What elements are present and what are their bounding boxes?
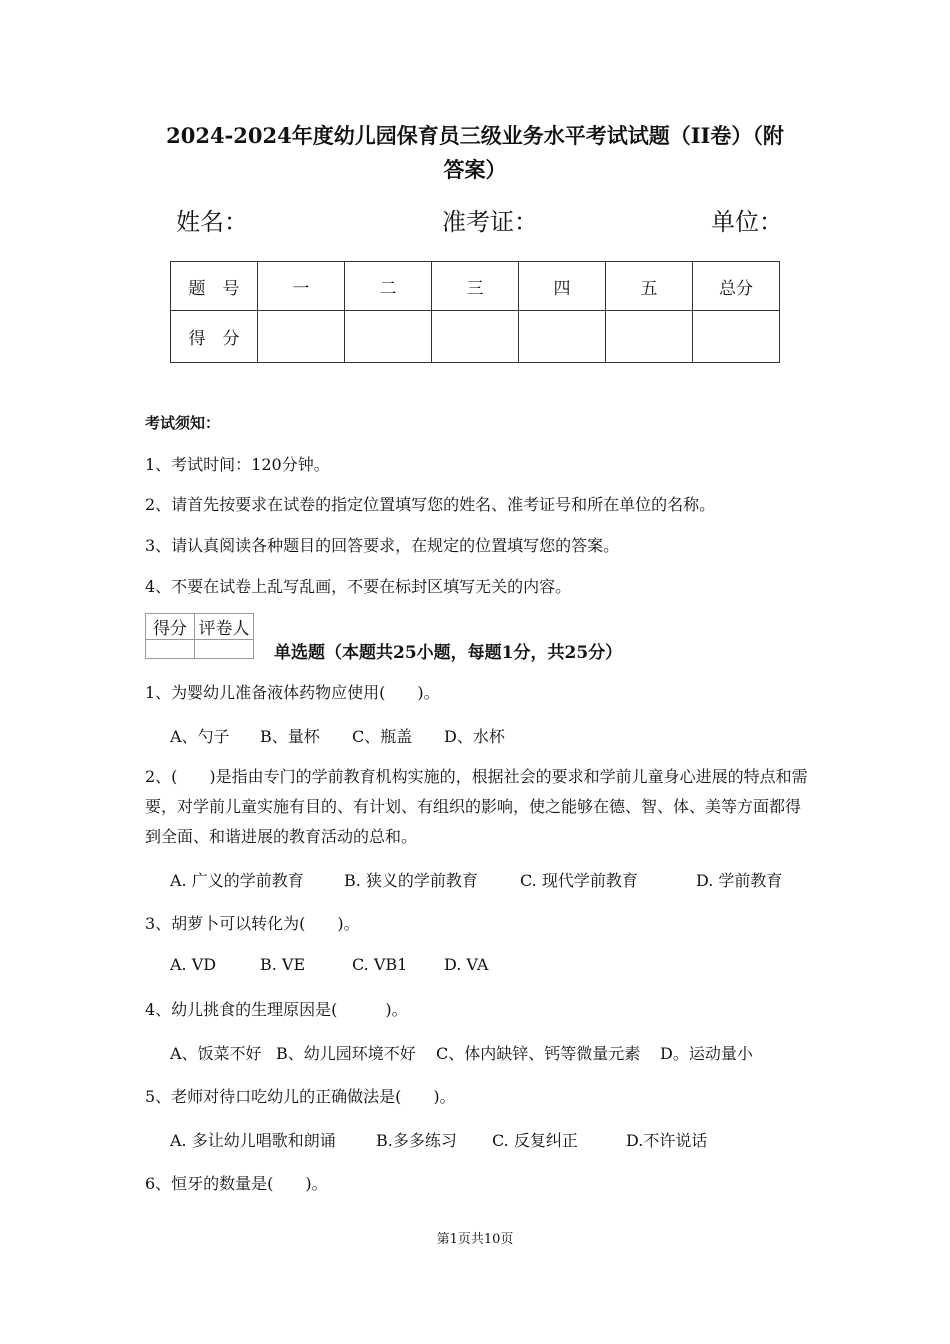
name-label: 姓名： [176, 208, 248, 236]
exam-id-label: 准考证： [442, 208, 538, 236]
option[interactable]: A. VD [170, 955, 217, 974]
score-cell-header: 题 号 [171, 262, 258, 311]
score-table [170, 261, 780, 363]
option[interactable]: A、勺子 [170, 727, 230, 746]
option[interactable]: D. VA [444, 955, 489, 974]
option[interactable]: A、饭菜不好 [170, 1044, 262, 1063]
score-input-cell[interactable] [345, 311, 432, 363]
score-row-label: 得 分 [171, 311, 258, 363]
notice-item: 2、请首先按要求在试卷的指定位置填写您的姓名、准考证号和所在单位的名称。 [145, 495, 716, 514]
option[interactable]: A. 广义的学前教育 [170, 871, 304, 890]
score-cell-header: 五 [606, 262, 693, 311]
option[interactable]: D。运动量小 [660, 1044, 753, 1063]
document-title-line-2: 答案） [443, 157, 507, 182]
option[interactable]: D.不许说话 [626, 1131, 708, 1150]
option[interactable]: D. 学前教育 [696, 871, 783, 890]
option[interactable]: C、体内缺锌、钙等微量元素 [436, 1044, 641, 1063]
notice-item: 4、不要在试卷上乱写乱画，不要在标封区填写无关的内容。 [145, 577, 572, 596]
question-2: 2、( )是指由专门的学前教育机构实施的，根据社会的要求和学前儿童身心进展的特点和需要，对学前儿童实施有目的、有计划、有组织的影响，使之能够在德、智、体、美等方面都得到全面、和谐进展的教育活动的总和。 [145, 767, 808, 846]
score-input-cell[interactable] [258, 311, 345, 363]
score-table-header-row [171, 262, 780, 311]
grader-score-cell[interactable] [146, 640, 195, 659]
score-cell-header: 二 [345, 262, 432, 311]
score-cell-header: 一 [258, 262, 345, 311]
grader-name-header: 评卷人 [195, 614, 254, 640]
option[interactable]: C. 现代学前教育 [520, 871, 638, 890]
option[interactable]: C. VB1 [352, 955, 408, 974]
grader-name-cell[interactable] [195, 640, 254, 659]
question-1-options [170, 724, 505, 747]
unit-label: 单位： [711, 208, 783, 236]
question-6: 6、恒牙的数量是( )。 [145, 1174, 328, 1193]
option[interactable]: B.多多练习 [376, 1131, 457, 1150]
notice-heading: 考试须知： [145, 414, 221, 432]
score-input-cell[interactable] [432, 311, 519, 363]
question-5-options [170, 1128, 707, 1151]
notice-item: 1、考试时间：120分钟。 [145, 455, 330, 474]
option[interactable]: C、瓶盖 [352, 727, 413, 746]
question-2-options [170, 868, 782, 891]
notice-item: 3、请认真阅读各种题目的回答要求，在规定的位置填写您的答案。 [145, 536, 620, 555]
page-footer: 第1页共10页 [436, 1232, 514, 1247]
score-input-cell[interactable] [519, 311, 606, 363]
score-input-cell[interactable] [606, 311, 693, 363]
score-table-score-row [171, 311, 780, 363]
grader-score-header: 得分 [146, 614, 195, 640]
question-3-options [170, 955, 488, 974]
score-cell-header: 总分 [693, 262, 780, 311]
question-4-options [170, 1041, 753, 1064]
section-title: 单选题（本题共25小题，每题1分，共25分） [274, 643, 623, 663]
score-input-cell[interactable] [693, 311, 780, 363]
option[interactable]: B. VE [260, 955, 306, 974]
option[interactable]: B、量杯 [260, 727, 320, 746]
question-4: 4、幼儿挑食的生理原因是( )。 [145, 1000, 408, 1019]
grader-table [145, 613, 254, 659]
option[interactable]: B. 狭义的学前教育 [344, 871, 478, 890]
question-5: 5、老师对待口吃幼儿的正确做法是( )。 [145, 1087, 456, 1106]
question-1: 1、为婴幼儿准备液体药物应使用( )。 [145, 683, 440, 702]
document-title-line-1: 2024-2024年度幼儿园保育员三级业务水平考试试题（II卷）（附 [166, 123, 784, 148]
score-cell-header: 四 [519, 262, 606, 311]
question-3: 3、胡萝卜可以转化为( )。 [145, 914, 360, 933]
score-cell-header: 三 [432, 262, 519, 311]
option[interactable]: D、水杯 [444, 727, 505, 746]
option[interactable]: C. 反复纠正 [492, 1131, 578, 1150]
option[interactable]: A. 多让幼儿唱歌和朗诵 [170, 1131, 336, 1150]
option[interactable]: B、幼儿园环境不好 [276, 1044, 416, 1063]
